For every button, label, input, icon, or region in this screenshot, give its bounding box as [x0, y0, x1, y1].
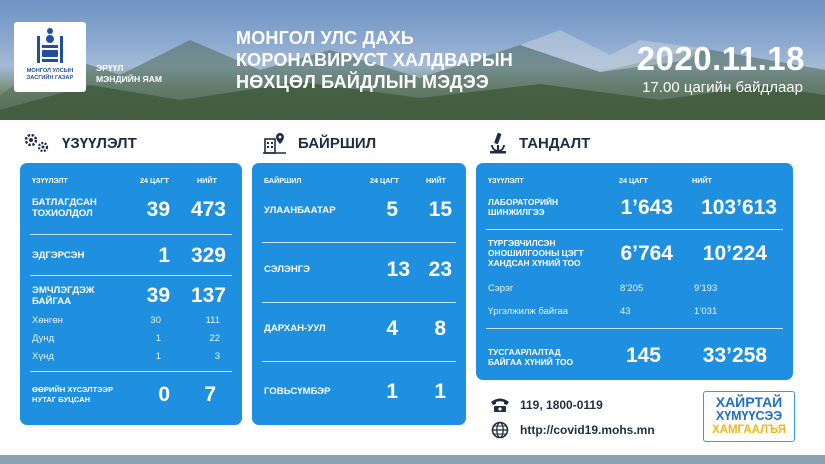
col-header-total: НИЙТ — [426, 176, 446, 185]
ministry-line-2: МЭНДИЙН ЯАМ — [96, 74, 163, 84]
location-24h-selenge: 13 — [386, 258, 410, 281]
repatriated-total: 7 — [204, 383, 216, 406]
col-header-24h: 24 ЦАГТ — [619, 176, 648, 185]
severe-total: 3 — [214, 351, 220, 362]
divider — [262, 242, 456, 243]
summary-section-header — [22, 130, 137, 156]
tests-section-header — [487, 130, 590, 156]
telephone-icon — [490, 397, 510, 413]
divider — [30, 275, 232, 276]
col-header-total: НИЙТ — [197, 176, 217, 185]
isolation-24h: 145 — [625, 344, 661, 367]
header-banner — [0, 0, 825, 120]
col-header-24h: 24 ЦАГТ — [370, 176, 399, 185]
moderate-total: 22 — [209, 333, 220, 344]
moderate-24h: 1 — [155, 333, 161, 344]
isolation-label — [488, 347, 573, 367]
location-total-ulaanbaatar: 15 — [428, 198, 452, 221]
repatriated-label-line-2: НУТАГ БУЦСАН — [32, 395, 91, 404]
divider — [30, 371, 232, 372]
col-header-indicator: ҮЗҮҮЛЭЛТ — [488, 176, 524, 185]
summary-section-title: ҮЗҮҮЛЭЛТ — [62, 134, 137, 152]
slogan-badge — [703, 391, 795, 442]
slogan-line-1: ХАЙРТАЙ — [715, 394, 783, 410]
sereg-24h: 8’205 — [620, 283, 644, 294]
lab-tests-total: 103’613 — [701, 196, 777, 219]
col-header-24h: 24 ЦАГТ — [140, 176, 169, 185]
gears-icon — [22, 131, 52, 155]
ministry-name — [96, 63, 162, 85]
location-total-darkhan-uul: 8 — [434, 317, 446, 340]
divider — [486, 328, 783, 329]
divider — [30, 234, 232, 235]
lab-tests-label — [488, 197, 558, 217]
col-header-total: НИЙТ — [692, 176, 712, 185]
col-header-location: БАЙРШИЛ — [264, 176, 302, 185]
confirmed-label-line-2: ТОХИОЛДОЛ — [32, 208, 93, 219]
location-name-selenge: СЭЛЭНГЭ — [264, 264, 311, 275]
soyombo-emblem-icon — [35, 26, 65, 66]
ongoing-total: 1’031 — [694, 306, 718, 317]
location-name-ulaanbaatar: УЛААНБААТАР — [264, 205, 336, 216]
location-section-header — [262, 130, 376, 156]
confirmed-total: 473 — [190, 198, 226, 221]
treatment-label-line-2: БАЙГАА — [32, 296, 72, 307]
location-total-govisumber: 1 — [434, 380, 446, 403]
logo-line-1: МОНГОЛ УЛСЫН — [26, 68, 74, 74]
globe-icon — [490, 421, 510, 439]
title-line-1: МОНГОЛ УЛС ДАХЬ — [236, 28, 415, 48]
confirmed-24h: 39 — [146, 198, 170, 221]
ongoing-label: Үргэлжилж байгаа — [488, 306, 569, 317]
treatment-total: 137 — [190, 284, 226, 307]
contacts-label-line-1: ТҮРГЭВЧИЛСЭН — [488, 238, 556, 248]
confirmed-label — [32, 197, 97, 219]
repatriated-24h: 0 — [158, 383, 170, 406]
hotline-number[interactable]: 119, 1800-0119 — [520, 398, 603, 412]
contacts-label-line-3: ХАНДСАН ХҮНИЙ ТОО — [488, 258, 581, 268]
isolation-total: 33’258 — [702, 344, 767, 367]
title-line-2: КОРОНАВИРУСТ ХАЛДВАРЫН — [236, 50, 514, 70]
col-header-indicator: ҮЗҮҮЛЭЛТ — [32, 176, 68, 185]
recovered-24h: 1 — [158, 244, 170, 267]
government-logo — [14, 22, 86, 92]
tests-section-title: ТАНДАЛТ — [519, 134, 591, 152]
footer-strip — [0, 455, 825, 464]
ministry-line-1: ЭРҮҮЛ — [96, 63, 124, 73]
recovered-total: 329 — [190, 244, 226, 267]
microscope-icon — [487, 131, 509, 155]
ongoing-24h: 43 — [620, 306, 631, 317]
location-name-darkhan-uul: ДАРХАН-УУЛ — [264, 323, 326, 334]
mild-total: 111 — [205, 315, 220, 326]
contacts-total: 10’224 — [702, 242, 767, 265]
sereg-total: 9’193 — [694, 283, 718, 294]
location-total-selenge: 23 — [428, 258, 452, 281]
sereg-label: Сэрэг — [488, 283, 514, 294]
severe-label: Хүнд — [32, 351, 54, 362]
title-line-3: НӨХЦӨЛ БАЙДЛЫН МЭДЭЭ — [236, 72, 489, 92]
location-24h-govisumber: 1 — [386, 380, 398, 403]
divider — [262, 361, 456, 362]
repatriated-label-line-1: ӨӨРИЙН ХҮСЭЛТЭЭР — [32, 385, 114, 394]
location-section-title: БАЙРШИЛ — [298, 134, 377, 152]
treatment-label — [32, 285, 94, 307]
treatment-24h: 39 — [146, 284, 170, 307]
contacts-24h: 6’764 — [620, 242, 673, 265]
recovered-label: ЭДГЭРСЭН — [32, 250, 85, 261]
report-date: 2020.11.18 — [636, 40, 805, 77]
lab-tests-label-line-2: ШИНЖИЛГЭЭ — [488, 207, 545, 217]
divider — [262, 302, 456, 303]
slogan-line-2: ХҮМҮҮСЭЭ — [715, 409, 783, 423]
contacts-label — [488, 238, 584, 268]
mild-24h: 30 — [150, 315, 161, 326]
hotline — [490, 397, 603, 413]
page-title — [236, 27, 513, 93]
tests-panel — [476, 163, 793, 380]
mild-label: Хөнгөн — [32, 315, 63, 326]
building-location-icon — [262, 131, 288, 155]
summary-panel — [20, 163, 242, 425]
lab-tests-24h: 1’643 — [620, 196, 673, 219]
isolation-label-line-2: БАЙГАА ХҮНИЙ ТОО — [488, 357, 574, 367]
logo-line-2: ЗАСГИЙН ГАЗАР — [26, 74, 74, 81]
contacts-label-line-2: ОНОШИЛГООНЫ ЦЭГТ — [488, 248, 584, 258]
slogan-line-3: ХАМГААЛЪЯ — [712, 424, 786, 436]
divider — [486, 229, 783, 230]
moderate-label: Дунд — [32, 333, 55, 344]
lab-tests-label-line-1: ЛАБОРАТОРИЙН — [488, 197, 559, 207]
severe-24h: 1 — [155, 351, 161, 362]
location-24h-darkhan-uul: 4 — [386, 317, 398, 340]
treatment-label-line-1: ЭМЧЛЭГДЭЖ — [32, 285, 95, 296]
report-time: 17.00 цагийн байдлаар — [642, 79, 803, 96]
website-link[interactable]: http://covid19.mohs.mn — [520, 423, 655, 437]
confirmed-label-line-1: БАТЛАГДСАН — [32, 197, 97, 208]
location-panel — [252, 163, 466, 425]
location-name-govisumber: ГОВЬСҮМБЭР — [264, 386, 331, 397]
isolation-label-line-1: ТУСГААРЛАЛТАД — [488, 347, 561, 357]
website — [490, 421, 655, 439]
location-24h-ulaanbaatar: 5 — [386, 198, 398, 221]
repatriated-label — [32, 385, 113, 405]
